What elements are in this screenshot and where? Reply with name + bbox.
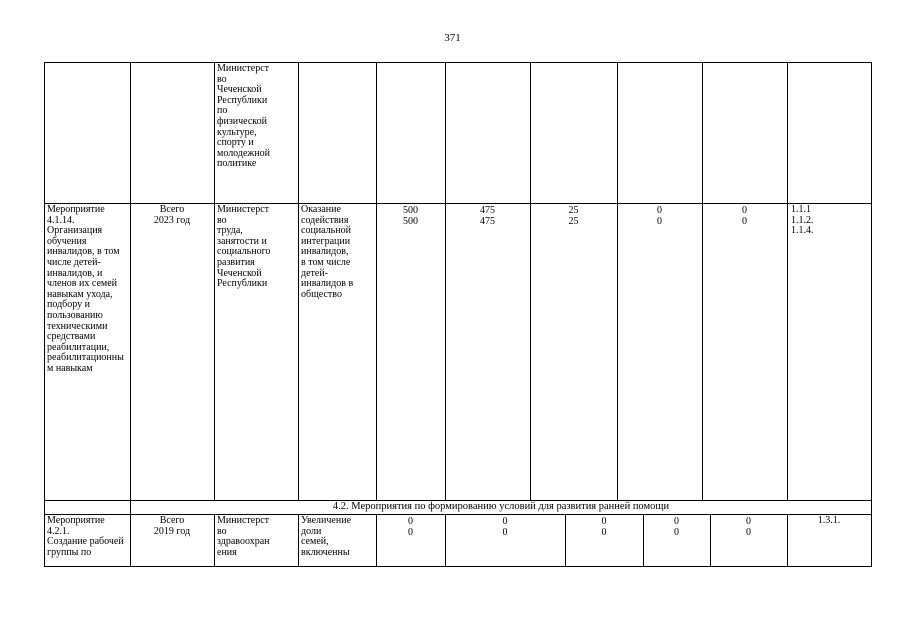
col-border: [617, 62, 618, 500]
value-cell: 0 0: [657, 205, 662, 227]
executor-cell: Министерст во Чеченской Республики по физической культуре, спорту и молодежной политике: [217, 64, 271, 170]
indicators-cell: 1.1.1 1.1.2. 1.1.4.: [791, 205, 814, 237]
activity-name-cell: Мероприятие 4.1.14. Организация обучения инвалидов, в том числе детей- инвалидов, и членов их семей навыкам ухода, подбору и пользованию техническими средствами реабилитации, реабилитационны м навыкам: [47, 205, 124, 374]
value-cell: 0 0: [408, 516, 413, 538]
col-border: [376, 62, 377, 500]
value-cell: 500 500: [403, 205, 418, 227]
value-cell: 25 25: [568, 205, 579, 227]
col-border: [530, 62, 531, 500]
col-border: [44, 62, 45, 566]
period-year: 2023 год: [153, 216, 191, 226]
activity-name-cell: Мероприятие 4.2.1. Создание рабочей группы по: [47, 516, 124, 558]
executor-cell: Министерст во здравоохран ения: [217, 516, 270, 558]
value-cell: 0 0: [502, 516, 508, 538]
indicators-cell: 1.3.1.: [817, 516, 841, 526]
value-cell: 0 0: [742, 205, 747, 227]
col-border: [298, 514, 299, 566]
col-border: [214, 514, 215, 566]
col-border: [871, 62, 872, 566]
section-heading: 4.2. Мероприятия по формированию условий для развития ранней помощи: [332, 501, 670, 512]
col-border: [214, 62, 215, 500]
result-cell: Оказание содействия социальной интеграции инвалидов, в том числе детей- инвалидов в общество: [301, 205, 354, 300]
period-year: 2019 год: [153, 527, 191, 537]
period-total: Всего: [159, 516, 185, 526]
col-border: [787, 62, 788, 500]
table-bottom-border: [44, 566, 872, 567]
value-cell: 0 0: [674, 516, 679, 538]
table-top-border: [44, 62, 872, 63]
col-border: [445, 62, 446, 500]
col-border: [130, 62, 131, 500]
result-cell: Увеличение доли семей, включенны: [301, 516, 352, 558]
page-number: 371: [444, 32, 461, 44]
row-divider: [44, 514, 872, 515]
col-border: [130, 514, 131, 566]
period-total: Всего: [159, 205, 185, 215]
col-border: [702, 62, 703, 500]
value-cell: 475 475: [480, 205, 495, 227]
executor-cell: Министерст во труда, занятости и социального развития Чеченской Республики: [217, 205, 271, 290]
col-border: [298, 62, 299, 500]
value-cell: 0 0: [746, 516, 751, 538]
row-divider: [44, 203, 872, 204]
value-cell: 0 0: [601, 516, 607, 538]
